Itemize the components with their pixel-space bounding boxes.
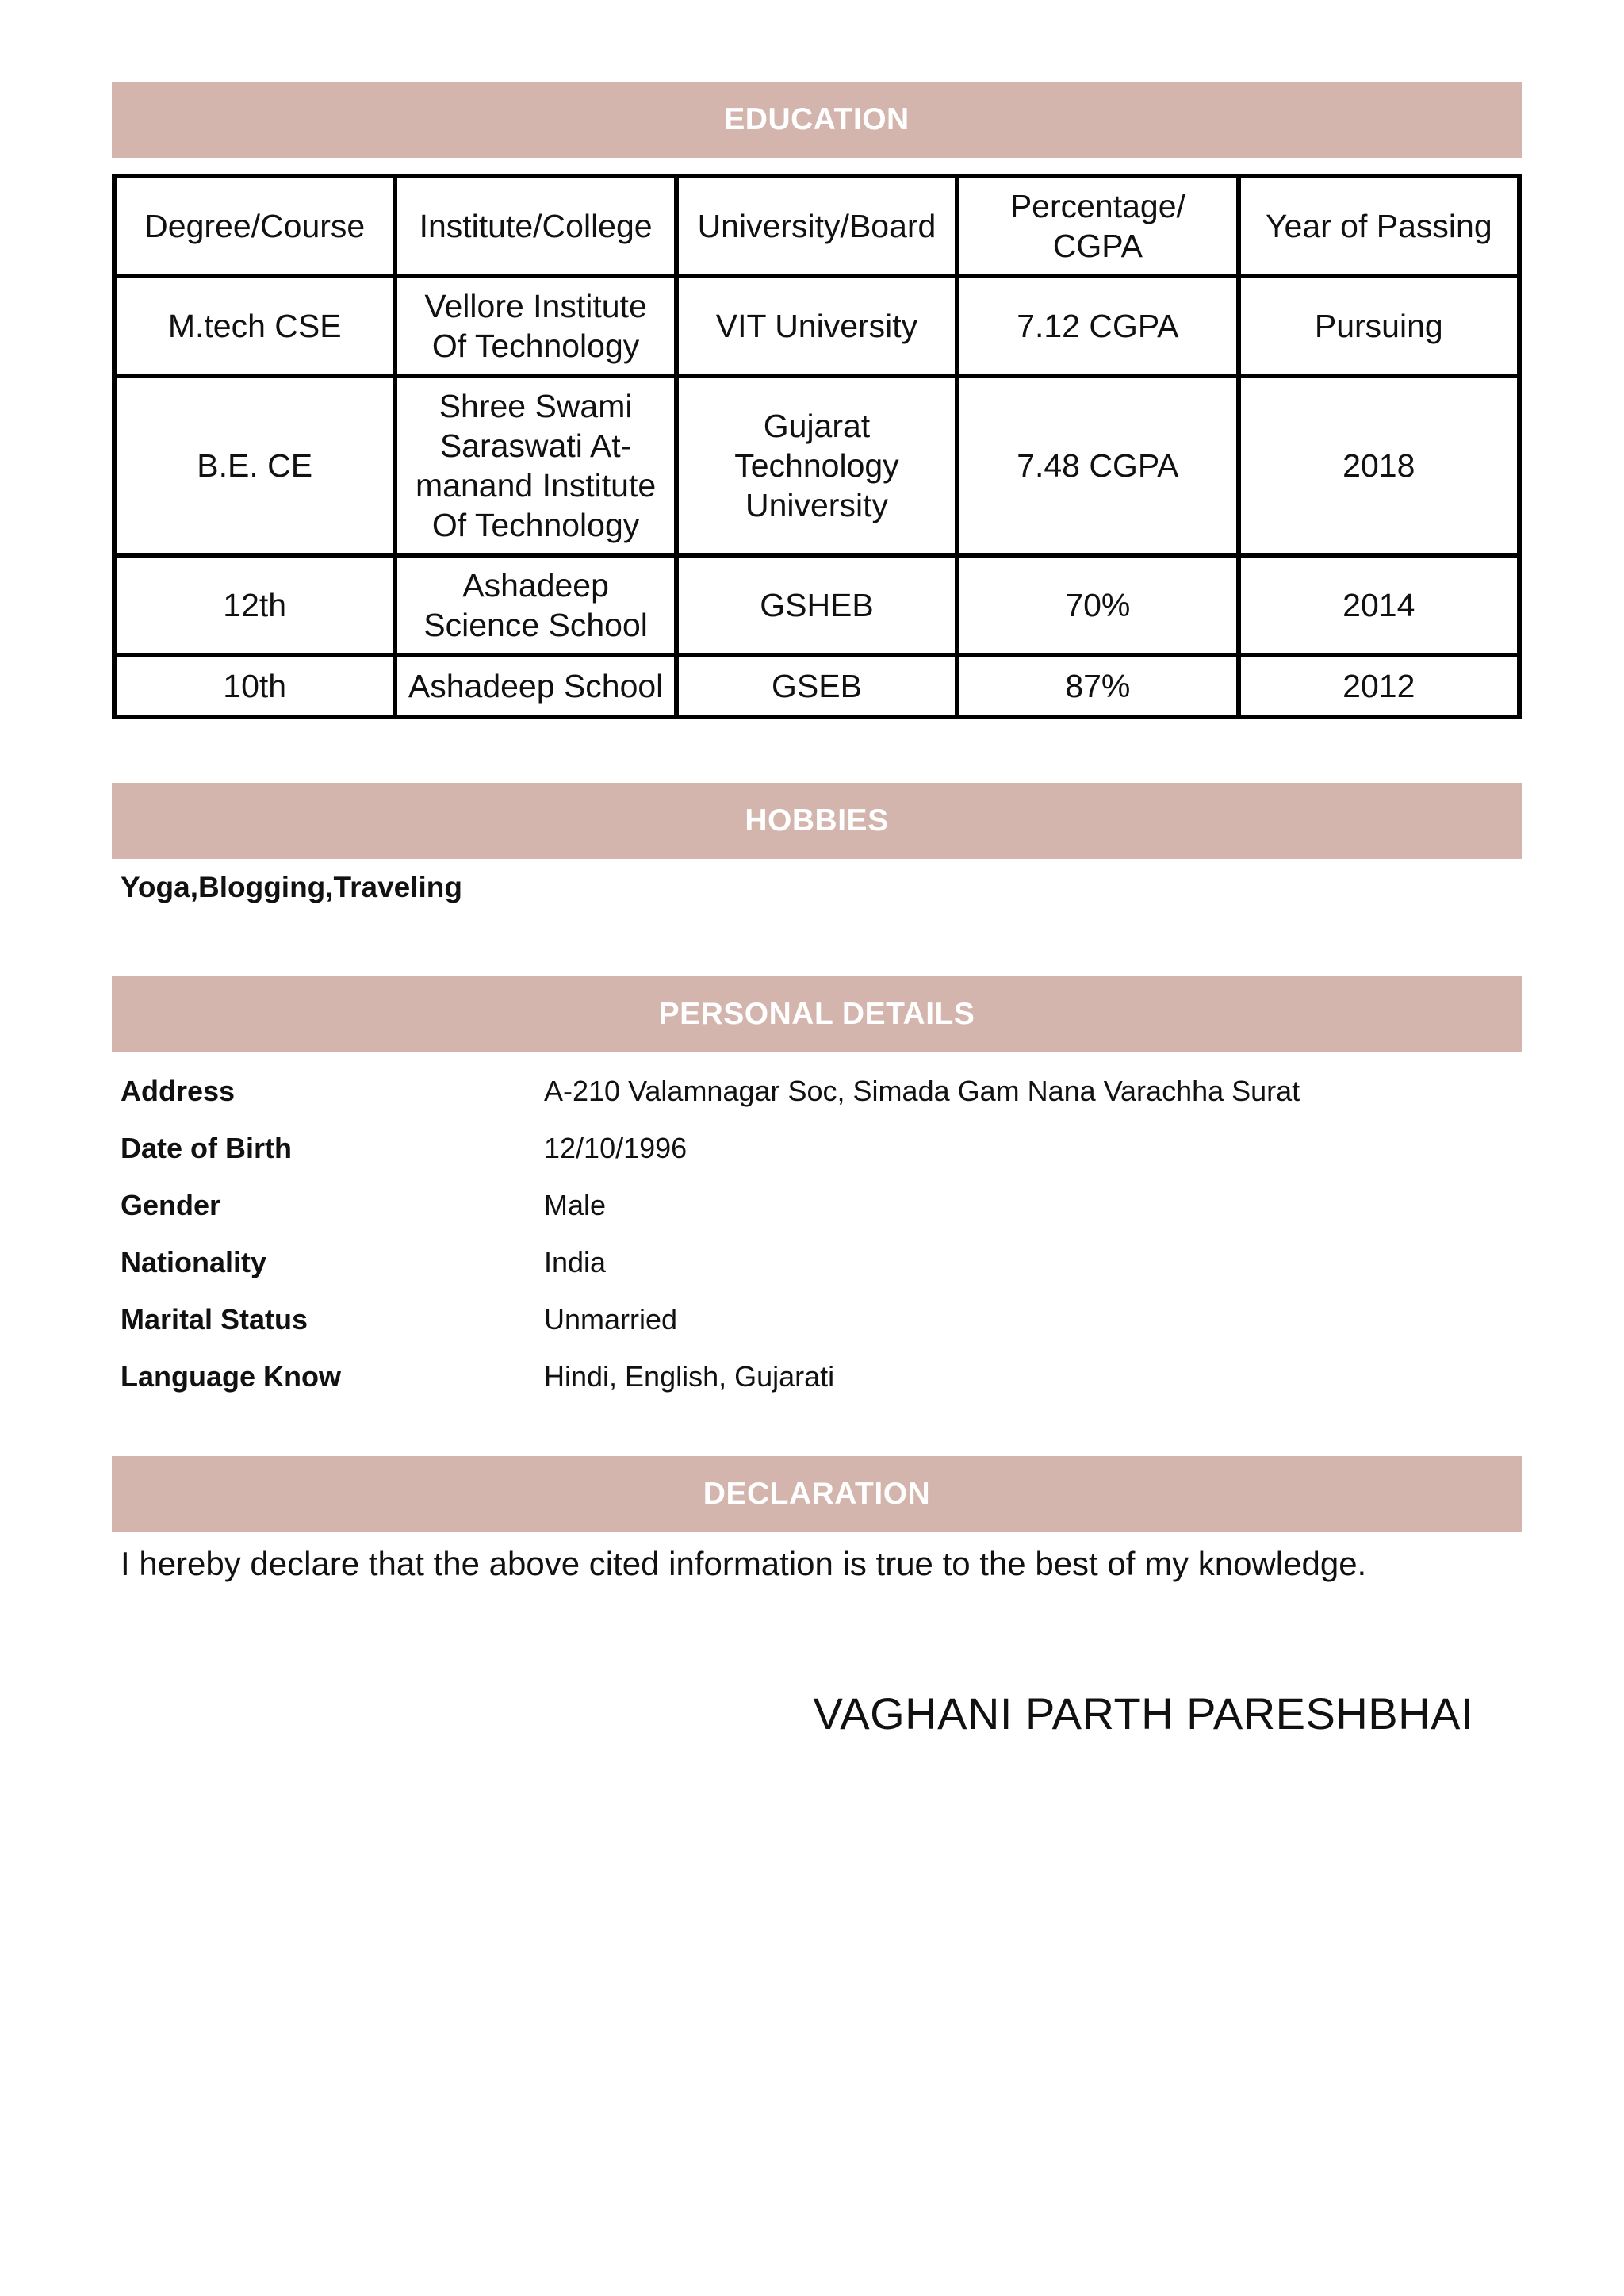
detail-value: 12/10/1996	[544, 1132, 688, 1164]
cell-institute: Ashadeep School	[395, 655, 676, 717]
detail-value: A-210 Valamnagar Soc, Simada Gam Nana Varachha Surat	[544, 1075, 1300, 1107]
detail-label: Address	[121, 1075, 236, 1107]
table-row	[114, 276, 1519, 376]
detail-row-gender	[121, 1177, 1516, 1234]
cell-degree: 10th	[114, 655, 395, 717]
column-header-percentage: Percentage/ CGPA	[957, 176, 1238, 276]
declaration-header: DECLARATION	[112, 1456, 1522, 1532]
cell-percentage: 70%	[957, 555, 1238, 655]
education-header: EDUCATION	[112, 82, 1522, 158]
cell-university: GSHEB	[676, 555, 957, 655]
detail-value: Unmarried	[544, 1303, 678, 1336]
cell-year: 2012	[1239, 655, 1519, 717]
cell-percentage: 7.48 CGPA	[957, 376, 1238, 555]
detail-row-date-of-birth	[121, 1120, 1516, 1177]
detail-label: Language Know	[121, 1360, 341, 1393]
table-row	[114, 555, 1519, 655]
cell-university: GSEB	[676, 655, 957, 717]
cell-institute: Vellore Institute Of Technology	[395, 276, 676, 376]
detail-row-address	[121, 1063, 1516, 1120]
table-row	[114, 655, 1519, 717]
column-header-institute: Institute/College	[395, 176, 676, 276]
cell-year: 2014	[1239, 555, 1519, 655]
detail-row-marital-status	[121, 1291, 1516, 1348]
cell-degree: M.tech CSE	[114, 276, 395, 376]
detail-label: Nationality	[121, 1246, 267, 1278]
detail-value: Hindi, English, Gujarati	[544, 1360, 835, 1393]
detail-value: India	[544, 1246, 607, 1278]
hobbies-header: HOBBIES	[112, 783, 1522, 859]
cell-year: Pursuing	[1239, 276, 1519, 376]
cell-year: 2018	[1239, 376, 1519, 555]
hobbies-text: Yoga,Blogging,Traveling	[121, 871, 463, 903]
table-header-row	[114, 176, 1519, 276]
cell-degree: B.E. CE	[114, 376, 395, 555]
cell-degree: 12th	[114, 555, 395, 655]
detail-value: Male	[544, 1189, 607, 1221]
personal-details-header: PERSONAL DETAILS	[112, 976, 1522, 1052]
signature-name: VAGHANI PARTH PARESHBHAI	[813, 1688, 1473, 1738]
cell-institute: Ashadeep Science School	[395, 555, 676, 655]
column-header-year: Year of Passing	[1239, 176, 1519, 276]
table-row	[114, 376, 1519, 555]
detail-label: Gender	[121, 1189, 221, 1221]
detail-label: Marital Status	[121, 1303, 308, 1336]
cell-university: Gujarat Technology University	[676, 376, 957, 555]
cell-university: VIT University	[676, 276, 957, 376]
detail-label: Date of Birth	[121, 1132, 292, 1164]
declaration-text: I hereby declare that the above cited information is true to the best of my knowledge.	[121, 1545, 1367, 1582]
column-header-degree: Degree/Course	[114, 176, 395, 276]
cell-percentage: 7.12 CGPA	[957, 276, 1238, 376]
detail-row-nationality	[121, 1234, 1516, 1291]
cell-percentage: 87%	[957, 655, 1238, 717]
detail-row-languages	[121, 1348, 1516, 1405]
column-header-university: University/Board	[676, 176, 957, 276]
cell-institute: Shree Swami Saraswati At- manand Institute Of Technology	[395, 376, 676, 555]
personal-details-list	[121, 1063, 1516, 1405]
education-table	[112, 174, 1522, 719]
